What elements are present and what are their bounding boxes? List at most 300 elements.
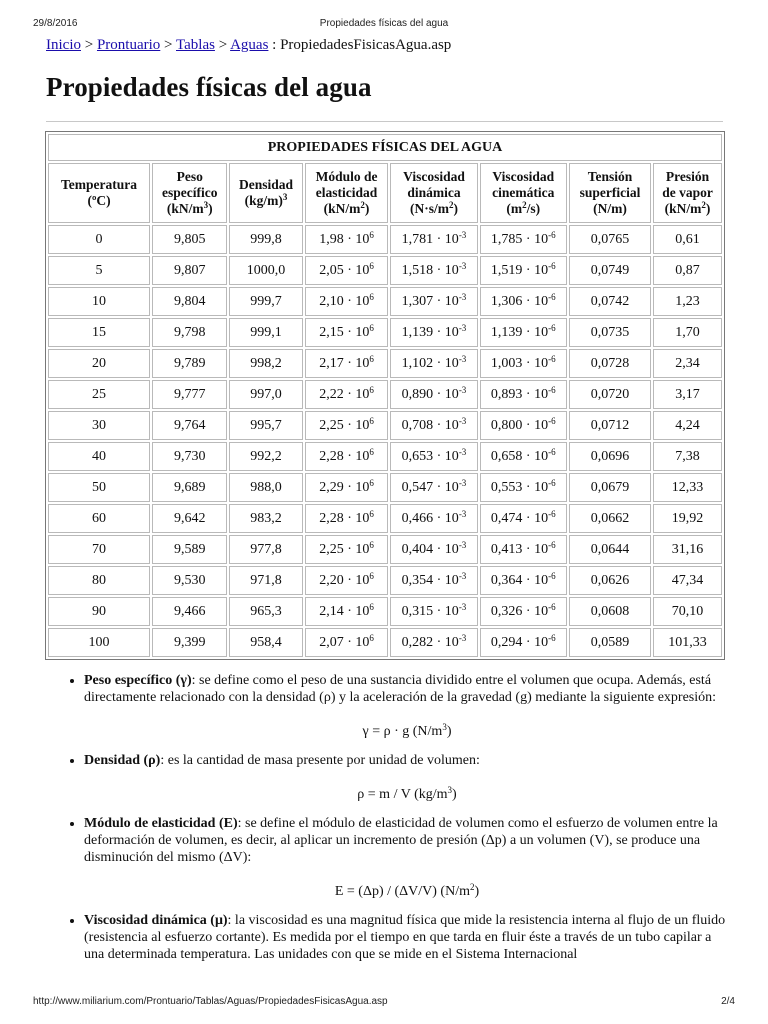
cell-mantissa: 2,29	[319, 479, 344, 495]
definition-term: Densidad (ρ)	[84, 753, 161, 768]
table-cell	[390, 411, 477, 440]
cell-exponent: -3	[458, 415, 467, 426]
cell-times: · 10	[433, 479, 459, 495]
cell-exponent: -6	[548, 477, 556, 488]
cell-mantissa: 1,518	[401, 262, 434, 278]
table-cell	[305, 597, 389, 626]
table-cell: 0,61	[653, 225, 722, 254]
cell-times: · 10	[433, 231, 459, 247]
column-header-line: (kg/m	[244, 193, 279, 208]
cell-times: · 10	[343, 417, 370, 433]
column-header-superscript: 3	[203, 200, 209, 210]
cell-mantissa: 0,294	[490, 634, 523, 650]
table-cell: 992,2	[229, 442, 302, 471]
cell-mantissa: 1,98	[319, 231, 344, 247]
table-body	[48, 225, 722, 657]
table-cell	[305, 256, 389, 285]
cell-mantissa: 2,28	[319, 510, 344, 526]
table-cell: 965,3	[229, 597, 302, 626]
column-header-line: Densidad	[239, 177, 294, 192]
table-row	[48, 442, 722, 471]
table-cell	[390, 442, 477, 471]
cell-mantissa: 0,474	[490, 510, 523, 526]
definition-formula	[84, 723, 730, 740]
cell-exponent: -3	[458, 477, 467, 488]
formula-end: )	[474, 884, 480, 899]
definition-text: : la viscosidad es una magnitud física que mide la resistencia interna al flujo de un fluido (resistencia al esfuerzo cortante). Es medida por el tiempo en que tarda en fluir éste a través de un tubo capilar a una determinada temperatura. Las unidades con que se mide en el Sistema Internacional	[84, 913, 726, 962]
cell-exponent: -6	[548, 570, 556, 581]
page-title: Propiedades físicas del agua	[46, 72, 372, 102]
table-cell	[305, 349, 389, 378]
cell-mantissa: 2,17	[319, 355, 344, 371]
formula-end: )	[452, 787, 457, 802]
definition-item	[84, 672, 730, 740]
cell-mantissa: 2,25	[319, 541, 344, 557]
cell-times: · 10	[522, 293, 549, 309]
cell-mantissa: 2,05	[319, 262, 344, 278]
cell-exponent: -3	[458, 632, 467, 643]
definition-text: : es la cantidad de masa presente por unidad de volumen:	[160, 753, 480, 768]
cell-times: · 10	[433, 293, 459, 309]
cell-times: · 10	[343, 386, 370, 402]
cell-times: · 10	[343, 572, 370, 588]
cell-times: · 10	[522, 262, 549, 278]
column-header-line: (ºC)	[87, 193, 111, 208]
column-header-line: (m	[506, 201, 523, 216]
table-cell: 15	[48, 318, 150, 347]
cell-times: · 10	[343, 634, 370, 650]
table-cell	[390, 225, 477, 254]
table-cell: 20	[48, 349, 150, 378]
breadcrumb-link-tablas[interactable]: Tablas	[176, 37, 215, 53]
cell-times: · 10	[522, 324, 549, 340]
breadcrumb-link-aguas[interactable]: Aguas	[230, 37, 269, 53]
cell-exponent: -3	[458, 291, 467, 302]
cell-exponent: -6	[548, 508, 556, 519]
breadcrumb-separator: >	[84, 37, 94, 53]
print-page-title: Propiedades físicas del agua	[319, 18, 449, 29]
cell-mantissa: 0,658	[490, 448, 523, 464]
definitions-list	[60, 672, 730, 963]
column-header-line: específico	[161, 185, 218, 200]
table-cell	[480, 535, 567, 564]
table-cell: 19,92	[653, 504, 722, 533]
cell-times: · 10	[343, 324, 370, 340]
table-cell	[480, 380, 567, 409]
table-cell	[480, 566, 567, 595]
table-cell: 0,0662	[569, 504, 651, 533]
cell-mantissa: 1,306	[490, 293, 523, 309]
breadcrumb-separator: :	[272, 37, 277, 53]
table-cell: 9,789	[152, 349, 227, 378]
cell-times: · 10	[433, 603, 459, 619]
properties-table-container	[45, 131, 725, 660]
table-cell	[480, 256, 567, 285]
breadcrumb-current: PropiedadesFisicasAgua.asp	[280, 37, 452, 53]
cell-mantissa: 0,354	[401, 572, 434, 588]
breadcrumb	[46, 37, 451, 54]
table-row	[48, 535, 722, 564]
cell-exponent: -6	[548, 539, 556, 550]
column-header-line: (kN/m	[166, 201, 204, 216]
definition-formula	[84, 883, 730, 900]
cell-times: · 10	[522, 603, 549, 619]
cell-exponent: 6	[369, 322, 374, 333]
column-header-line: Tensión	[587, 169, 633, 184]
cell-times: · 10	[343, 479, 370, 495]
breadcrumb-link-prontuario[interactable]: Prontuario	[96, 37, 161, 53]
table-row	[48, 225, 722, 254]
cell-exponent: 6	[369, 260, 374, 271]
table-cell: 50	[48, 473, 150, 502]
table-cell: 1,70	[653, 318, 722, 347]
table-cell	[480, 318, 567, 347]
table-cell: 70,10	[653, 597, 722, 626]
column-header-line: /s)	[526, 201, 541, 216]
table-cell: 0,0589	[569, 628, 651, 657]
table-cell: 12,33	[653, 473, 722, 502]
table-cell: 3,17	[653, 380, 722, 409]
cell-exponent: -3	[458, 260, 467, 271]
table-cell: 9,399	[152, 628, 227, 657]
cell-times: · 10	[343, 603, 370, 619]
cell-exponent: 6	[369, 291, 374, 302]
column-header-line: superficial	[579, 185, 641, 200]
table-cell: 9,730	[152, 442, 227, 471]
table-cell: 9,805	[152, 225, 227, 254]
print-date: 29/8/2016	[33, 18, 78, 29]
table-cell: 958,4	[229, 628, 302, 657]
table-cell	[480, 225, 567, 254]
cell-times: · 10	[343, 355, 370, 371]
definition-item	[84, 815, 730, 900]
cell-exponent: -3	[458, 229, 467, 240]
print-url: http://www.miliarium.com/Prontuario/Tablas/Aguas/PropiedadesFisicasAgua.asp	[33, 996, 388, 1007]
column-header-line: Peso	[176, 169, 203, 184]
table-cell	[480, 628, 567, 657]
formula-superscript: 3	[442, 722, 447, 732]
cell-mantissa: 0,326	[490, 603, 523, 619]
column-header-superscript: 2	[701, 200, 706, 210]
cell-times: · 10	[522, 231, 549, 247]
cell-exponent: -6	[548, 229, 556, 240]
table-row	[48, 349, 722, 378]
table-cell: 9,530	[152, 566, 227, 595]
table-cell: 9,642	[152, 504, 227, 533]
cell-mantissa: 0,404	[401, 541, 434, 557]
table-row	[48, 628, 722, 657]
table-cell	[480, 287, 567, 316]
table-cell: 998,2	[229, 349, 302, 378]
table-cell: 9,589	[152, 535, 227, 564]
formula-text: E = (Δp) / (ΔV/V) (N/m	[334, 884, 470, 899]
column-header-line: Módulo de	[315, 169, 378, 184]
table-cell: 0,0696	[569, 442, 651, 471]
breadcrumb-separator: >	[164, 37, 173, 53]
table-cell	[390, 256, 477, 285]
table-cell: 0,0765	[569, 225, 651, 254]
cell-times: · 10	[433, 262, 459, 278]
table-cell	[305, 473, 389, 502]
table-cell: 4,24	[653, 411, 722, 440]
cell-times: · 10	[433, 324, 459, 340]
cell-times: · 10	[343, 448, 370, 464]
cell-exponent: -6	[548, 632, 556, 643]
print-header	[0, 18, 768, 32]
cell-times: · 10	[522, 355, 549, 371]
cell-mantissa: 0,653	[401, 448, 434, 464]
table-cell	[305, 287, 389, 316]
table-row	[48, 287, 722, 316]
cell-times: · 10	[433, 572, 459, 588]
column-header-superscript: 2	[448, 200, 454, 210]
table-cell: 9,798	[152, 318, 227, 347]
cell-mantissa: 1,307	[401, 293, 434, 309]
cell-exponent: 6	[369, 384, 374, 395]
table-cell	[390, 473, 477, 502]
table-row	[48, 256, 722, 285]
definitions-section	[60, 672, 730, 963]
cell-mantissa: 2,14	[319, 603, 344, 619]
table-cell: 90	[48, 597, 150, 626]
column-header-line: Presión	[665, 169, 710, 184]
table-cell	[480, 349, 567, 378]
table-cell: 30	[48, 411, 150, 440]
definition-item	[84, 912, 730, 963]
cell-times: · 10	[522, 572, 549, 588]
column-header-line: (kN/m	[323, 201, 361, 216]
cell-mantissa: 1,139	[490, 324, 523, 340]
cell-exponent: -3	[458, 446, 467, 457]
cell-times: · 10	[433, 386, 459, 402]
table-cell: 0,0712	[569, 411, 651, 440]
table-cell	[305, 442, 389, 471]
cell-exponent: -6	[548, 260, 556, 271]
table-row	[48, 411, 722, 440]
column-header-line: Temperatura	[61, 177, 138, 192]
table-cell: 0,0749	[569, 256, 651, 285]
cell-exponent: 6	[369, 570, 374, 581]
column-header-line: elasticidad	[315, 185, 378, 200]
table-cell	[305, 318, 389, 347]
table-cell	[390, 287, 477, 316]
cell-mantissa: 0,547	[401, 479, 434, 495]
table-cell: 988,0	[229, 473, 302, 502]
column-header-line: )	[453, 201, 458, 216]
cell-exponent: 6	[369, 229, 374, 240]
table-cell: 0,0644	[569, 535, 651, 564]
breadcrumb-separator: >	[218, 37, 228, 53]
print-footer	[0, 996, 768, 1010]
table-cell	[305, 628, 389, 657]
column-header-superscript: 2	[522, 200, 527, 210]
cell-exponent: -6	[548, 446, 556, 457]
table-cell: 31,16	[653, 535, 722, 564]
cell-times: · 10	[522, 541, 549, 557]
table-cell: 9,466	[152, 597, 227, 626]
table-cell	[480, 504, 567, 533]
column-header	[480, 163, 567, 223]
cell-exponent: -3	[458, 353, 467, 364]
cell-mantissa: 0,413	[490, 541, 523, 557]
definition-formula	[84, 786, 730, 803]
definition-term: Módulo de elasticidad (E)	[84, 816, 238, 831]
table-cell: 1000,0	[229, 256, 302, 285]
table-cell: 7,38	[653, 442, 722, 471]
column-header-line: )	[705, 201, 711, 216]
table-cell	[305, 504, 389, 533]
table-cell: 40	[48, 442, 150, 471]
table-cell	[390, 535, 477, 564]
column-header	[305, 163, 389, 223]
cell-times: · 10	[433, 355, 459, 371]
cell-exponent: -6	[548, 353, 556, 364]
cell-exponent: 6	[369, 601, 374, 612]
cell-times: · 10	[433, 417, 459, 433]
table-cell: 1,23	[653, 287, 722, 316]
cell-times: · 10	[522, 510, 549, 526]
cell-times: · 10	[343, 231, 370, 247]
table-cell: 997,0	[229, 380, 302, 409]
table-cell	[390, 566, 477, 595]
table-cell: 10	[48, 287, 150, 316]
table-row	[48, 504, 722, 533]
table-cell: 70	[48, 535, 150, 564]
column-header	[569, 163, 651, 223]
table-cell: 0	[48, 225, 150, 254]
cell-exponent: 6	[369, 446, 374, 457]
table-caption: PROPIEDADES FÍSICAS DEL AGUA	[48, 134, 722, 161]
cell-exponent: 6	[369, 539, 374, 550]
cell-exponent: 6	[369, 353, 374, 364]
table-cell: 0,0679	[569, 473, 651, 502]
cell-mantissa: 1,102	[401, 355, 434, 371]
table-cell: 80	[48, 566, 150, 595]
cell-times: · 10	[522, 417, 549, 433]
table-cell: 971,8	[229, 566, 302, 595]
cell-exponent: 6	[369, 415, 374, 426]
column-header-superscript: 2	[360, 200, 365, 210]
breadcrumb-link-inicio[interactable]: Inicio	[46, 37, 81, 53]
formula-end: )	[446, 724, 452, 739]
cell-times: · 10	[522, 448, 549, 464]
table-cell	[390, 628, 477, 657]
cell-mantissa: 0,466	[401, 510, 434, 526]
table-cell: 0,0742	[569, 287, 651, 316]
table-cell: 9,764	[152, 411, 227, 440]
table-cell	[305, 535, 389, 564]
table-cell: 0,0608	[569, 597, 651, 626]
table-cell: 100	[48, 628, 150, 657]
table-cell: 995,7	[229, 411, 302, 440]
column-header-line: Viscosidad	[403, 169, 465, 184]
cell-mantissa: 0,282	[401, 634, 434, 650]
table-cell	[390, 504, 477, 533]
table-row	[48, 566, 722, 595]
table-cell	[390, 380, 477, 409]
table-cell: 0,0735	[569, 318, 651, 347]
cell-exponent: -3	[458, 384, 467, 395]
table-cell: 0,0720	[569, 380, 651, 409]
table-cell	[305, 566, 389, 595]
definition-text: : se define el módulo de elasticidad de volumen como el esfuerzo de volumen entre la deformación de volumen, es decir, al aplicar un incremento de presión (Δp) a un volumen (V), se produce una disminución del mismo (ΔV):	[84, 816, 718, 865]
column-header-line: )	[278, 193, 283, 208]
table-row	[48, 473, 722, 502]
definition-text: : se define como el peso de una sustancia dividido entre el volumen que ocupa. Además, está directamente relacionado con la densidad (ρ) y la aceleración de la gravedad (g) mediante la siguiente expresión:	[84, 673, 717, 705]
cell-mantissa: 1,785	[490, 231, 523, 247]
cell-times: · 10	[433, 541, 459, 557]
cell-mantissa: 2,07	[319, 634, 344, 650]
table-cell: 25	[48, 380, 150, 409]
cell-mantissa: 2,25	[319, 417, 344, 433]
table-cell: 9,689	[152, 473, 227, 502]
table-cell: 47,34	[653, 566, 722, 595]
table-cell	[480, 597, 567, 626]
definition-term: Viscosidad dinámica (μ)	[84, 913, 228, 928]
column-header-line: de vapor	[662, 185, 713, 200]
cell-exponent: -3	[458, 601, 467, 612]
cell-mantissa: 0,890	[401, 386, 434, 402]
table-cell	[305, 411, 389, 440]
table-cell: 999,7	[229, 287, 302, 316]
table-cell: 9,777	[152, 380, 227, 409]
table-cell: 5	[48, 256, 150, 285]
table-cell: 60	[48, 504, 150, 533]
cell-times: · 10	[343, 541, 370, 557]
table-row	[48, 597, 722, 626]
cell-mantissa: 0,800	[490, 417, 523, 433]
cell-mantissa: 2,22	[319, 386, 344, 402]
table-cell: 0,0626	[569, 566, 651, 595]
cell-mantissa: 0,315	[401, 603, 434, 619]
column-header-line: Viscosidad	[492, 169, 555, 184]
formula-text: ρ = m / V (kg/m	[357, 787, 448, 802]
formula-text: γ = ρ · g (N/m	[362, 724, 443, 739]
cell-times: · 10	[433, 510, 459, 526]
column-header-line: (kN/m	[664, 201, 702, 216]
table-cell: 2,34	[653, 349, 722, 378]
cell-mantissa: 0,553	[490, 479, 523, 495]
cell-exponent: -3	[458, 508, 467, 519]
table-row	[48, 318, 722, 347]
cell-mantissa: 1,519	[490, 262, 523, 278]
table-cell: 977,8	[229, 535, 302, 564]
table-cell: 0,0728	[569, 349, 651, 378]
print-page-number: 2/4	[721, 996, 735, 1007]
column-header	[229, 163, 302, 223]
cell-mantissa: 2,15	[319, 324, 344, 340]
table-cell: 9,804	[152, 287, 227, 316]
table-cell	[305, 380, 389, 409]
formula-superscript: 3	[447, 785, 453, 795]
cell-times: · 10	[522, 386, 549, 402]
table-row	[48, 380, 722, 409]
cell-mantissa: 0,893	[490, 386, 523, 402]
cell-times: · 10	[522, 634, 549, 650]
column-header-line: )	[364, 201, 370, 216]
cell-exponent: -6	[548, 415, 556, 426]
table-header-row	[48, 163, 722, 223]
cell-exponent: -3	[458, 539, 467, 550]
cell-exponent: -6	[548, 601, 556, 612]
title-divider	[46, 121, 723, 122]
column-header-line: cinemática	[492, 185, 555, 200]
column-header	[152, 163, 227, 223]
column-header	[653, 163, 722, 223]
cell-exponent: 6	[369, 632, 374, 643]
cell-exponent: 6	[369, 477, 374, 488]
cell-times: · 10	[343, 510, 370, 526]
